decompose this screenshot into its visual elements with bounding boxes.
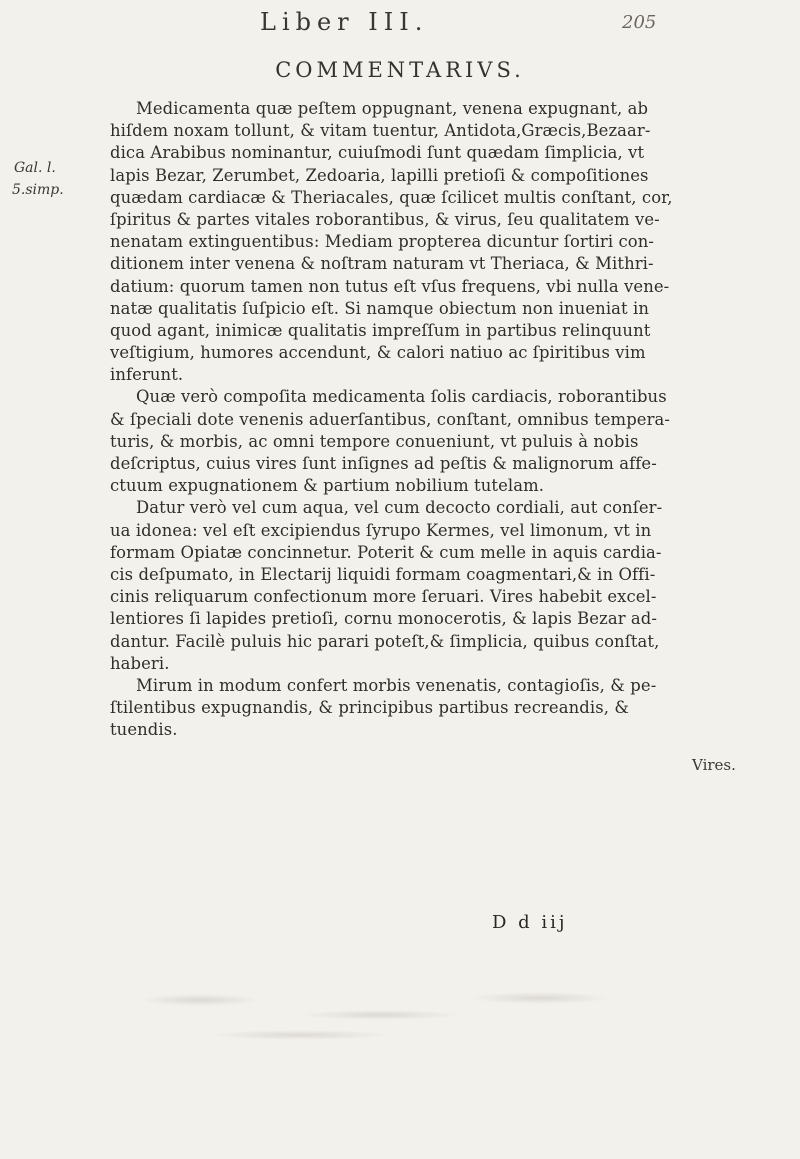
text-line: hiſdem noxam tollunt, & vitam tuentur, Antidota,Græcis,Bezaar-	[110, 121, 651, 141]
text-line: formam Opiatæ concinnetur. Poterit & cum melle in aquis cardia-	[110, 542, 662, 562]
text-line: ſtilentibus expugnandis, & principibus partibus recreandis, &	[110, 698, 630, 718]
bleed-through-texture	[120, 980, 640, 1050]
text-line: lentiores ſi lapides pretioſi, cornu monocerotis, & lapis Bezar ad-	[110, 609, 658, 629]
margin-note-reference-book: 5.simp.	[12, 182, 64, 198]
text-line: ua idonea: vel eſt excipiendus ſyrupo Kermes, vel limonum, vt in	[110, 520, 652, 540]
text-line: cinis reliquarum confectionum more ſeruari. Vires habebit excel-	[110, 587, 657, 607]
text-line: ſpiritus & partes vitales roborantibus, & virus, ſeu qualitatem ve-	[110, 209, 660, 229]
text-line: cis deſpumato, in Electarij liquidi formam coagmentari,& in Offi-	[110, 564, 656, 584]
running-head	[0, 8, 800, 38]
text-line: lapis Bezar, Zerumbet, Zedoaria, lapilli pretioſi & compoſitiones	[110, 165, 649, 185]
text-line: quod agant, inimicæ qualitatis impreſſum in partibus relinquunt	[110, 320, 651, 340]
commentary-body	[110, 98, 685, 741]
text-line: Datur verò vel cum aqua, vel cum decocto cordiali, aut conſer-	[136, 498, 663, 518]
text-line: & ſpeciali dote venenis aduerſantibus, conſtant, omnibus tempera-	[110, 409, 671, 429]
margin-note-reference: Gal. l.	[14, 160, 56, 176]
text-line: tuendis.	[110, 720, 178, 740]
text-line: haberi.	[110, 653, 170, 673]
section-title: COMMENTARIVS.	[275, 58, 525, 82]
text-line: dica Arabibus nominantur, cuiuſmodi ſunt quædam ſimplicia, vt	[110, 143, 645, 163]
running-head-title: Liber III.	[260, 8, 429, 36]
signature-mark: D d iij	[492, 912, 568, 933]
text-line: Medicamenta quæ peſtem oppugnant, venena expugnant, ab	[136, 99, 649, 118]
page-number: 205	[622, 12, 657, 33]
text-line: veſtigium, humores accendunt, & calori natiuo ac ſpiritibus vim	[110, 343, 646, 363]
text-line: ditionem inter venena & noſtram naturam vt Theriaca, & Mithri-	[110, 254, 654, 274]
text-line: deſcriptus, cuius vires ſunt inſignes ad peſtis & malignorum affe-	[110, 454, 657, 473]
margin-note-vires: Vires.	[692, 756, 736, 774]
text-line: Mirum in modum confert morbis venenatis, contagioſis, & pe-	[136, 675, 657, 695]
text-line: nenatam extinguentibus: Mediam propterea dicuntur ſortiri con-	[110, 232, 655, 252]
text-line: inferunt.	[110, 365, 184, 385]
text-line: quædam cardiacæ & Theriacales, quæ ſcilicet multis conſtant, cor,	[110, 187, 673, 207]
text-line: dantur. Facilè puluis hic parari poteſt,& ſimplicia, quibus conſtat,	[110, 631, 660, 651]
text-line: turis, & morbis, ac omni tempore conueniunt, vt puluis à nobis	[110, 431, 639, 451]
text-line: natæ qualitatis ſuſpicio eſt. Si namque obiectum non inueniat in	[110, 298, 650, 318]
text-line: datium: quorum tamen non tutus eſt vſus frequens, vbi nulla vene-	[110, 276, 670, 296]
text-line: ctuum expugnationem & partium nobilium tutelam.	[110, 476, 545, 496]
text-line: Quæ verò compoſita medicamenta ſolis cardiacis, roborantibus	[136, 387, 667, 407]
